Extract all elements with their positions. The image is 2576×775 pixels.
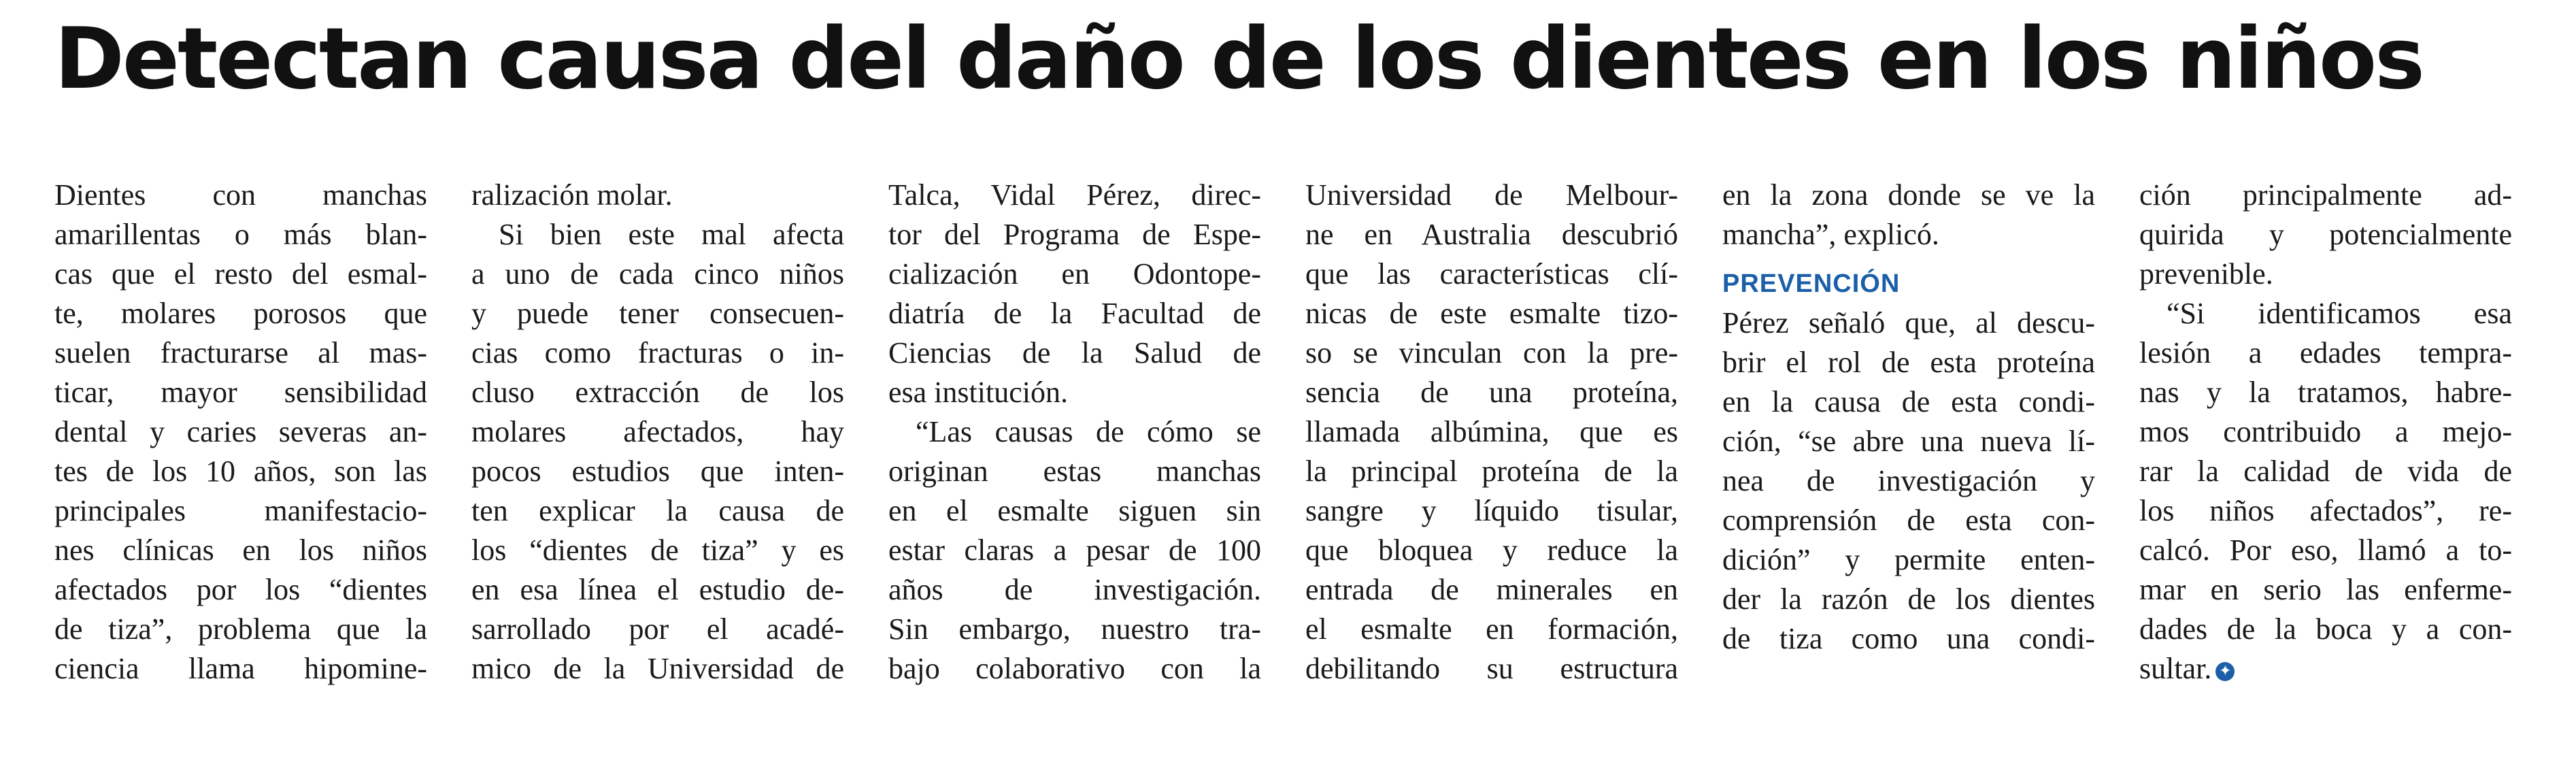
text-line — [471, 373, 844, 412]
text-line — [54, 373, 427, 412]
text-line — [888, 412, 1261, 452]
text-line — [1722, 343, 2095, 382]
text-line-content: en esa línea el estudio de- — [471, 573, 844, 606]
text-line — [471, 333, 844, 373]
text-line — [54, 412, 427, 452]
text-line — [54, 570, 427, 610]
text-line — [471, 491, 844, 531]
text-line-content: en la causa de esta condi- — [1722, 385, 2095, 418]
text-line — [2139, 176, 2512, 215]
text-line-content: PREVENCIÓN — [1722, 269, 1901, 298]
text-line — [888, 531, 1261, 570]
text-line-content: cas que el resto del esmal- — [54, 257, 427, 291]
text-line — [1722, 382, 2095, 422]
text-line — [54, 294, 427, 333]
text-line — [471, 649, 844, 689]
section-subheading — [1722, 264, 2095, 303]
text-line — [1722, 176, 2095, 215]
text-line-content: diatría de la Facultad de — [888, 297, 1261, 330]
text-line — [2139, 452, 2512, 491]
text-line — [471, 452, 844, 491]
text-line — [54, 254, 427, 294]
text-line — [2139, 373, 2512, 412]
article-column-2 — [471, 176, 844, 689]
text-line-content: nicas de este esmalte tizo- — [1305, 297, 1678, 330]
text-line-content: suelen fracturarse al mas- — [54, 336, 427, 369]
text-line-content: ciencia llama hipomine- — [54, 652, 427, 685]
text-line — [888, 373, 1261, 412]
text-line — [54, 333, 427, 373]
text-line-content: sultar. — [2139, 652, 2212, 685]
text-line — [1305, 333, 1678, 373]
text-line-content: la principal proteína de la — [1305, 455, 1678, 488]
text-line-content: Ciencias de la Salud de — [888, 336, 1261, 369]
text-line-content: Universidad de Melbour- — [1305, 178, 1678, 212]
text-line — [1305, 649, 1678, 689]
text-line — [471, 254, 844, 294]
text-line — [1305, 294, 1678, 333]
text-line — [2139, 294, 2512, 333]
text-line-content: ción principalmente ad- — [2139, 178, 2512, 212]
text-line — [471, 176, 844, 215]
text-line — [2139, 254, 2512, 294]
end-of-article-icon: ✦ — [2215, 662, 2235, 681]
text-line — [1305, 254, 1678, 294]
text-line — [1722, 580, 2095, 619]
text-line-content: Pérez señaló que, al descu- — [1722, 306, 2095, 340]
text-line — [1305, 452, 1678, 491]
text-line — [1305, 412, 1678, 452]
text-line-content: amarillentas o más blan- — [54, 218, 427, 251]
text-line-content: mico de la Universidad de — [471, 652, 844, 685]
text-line-content: ten explicar la causa de — [471, 494, 844, 527]
text-line-content: y puede tener consecuen- — [471, 297, 844, 330]
text-line-content: molares afectados, hay — [471, 415, 844, 448]
text-line-content: dental y caries severas an- — [54, 415, 427, 448]
text-line — [2139, 649, 2512, 689]
text-line-content: originan estas manchas — [888, 455, 1261, 488]
article-column-6 — [2139, 176, 2512, 689]
text-line — [54, 452, 427, 491]
text-line-content: afectados por los “dientes — [54, 573, 427, 606]
text-line-content: quirida y potencialmente — [2139, 218, 2512, 251]
text-line — [54, 491, 427, 531]
text-line — [54, 531, 427, 570]
text-line — [471, 570, 844, 610]
text-line — [2139, 491, 2512, 531]
text-line-content: en la zona donde se ve la — [1722, 178, 2095, 212]
text-line — [1305, 610, 1678, 649]
headline: Detectan causa del daño de los dientes en los niños — [54, 10, 2423, 108]
text-line-content: bajo colaborativo con la — [888, 652, 1261, 685]
text-line-content: que las características clí- — [1305, 257, 1678, 291]
text-line-content: a uno de cada cinco niños — [471, 257, 844, 291]
text-line-content: esa institución. — [888, 376, 1068, 409]
text-line — [471, 610, 844, 649]
text-line-content: el esmalte en formación, — [1305, 612, 1678, 646]
text-line-content: der la razón de los dientes — [1722, 582, 2095, 616]
article-column-3 — [888, 176, 1261, 689]
text-line-content: dición” y permite enten- — [1722, 543, 2095, 576]
text-line — [1305, 215, 1678, 254]
text-line-content: ticar, mayor sensibilidad — [54, 376, 427, 409]
text-line — [54, 610, 427, 649]
text-line-content: “Las causas de cómo se — [916, 415, 1261, 448]
article-column-1 — [54, 176, 427, 689]
text-line — [888, 491, 1261, 531]
text-line — [888, 610, 1261, 649]
text-line-content: calcó. Por eso, llamó a to- — [2139, 533, 2512, 567]
text-line-content: Talca, Vidal Pérez, direc- — [888, 178, 1261, 212]
text-line-content: años de investigación. — [888, 573, 1261, 606]
text-line-content: que bloquea y reduce la — [1305, 533, 1678, 567]
text-line-content: sangre y líquido tisular, — [1305, 494, 1678, 527]
text-line — [2139, 531, 2512, 570]
text-line-content: nas y la tratamos, habre- — [2139, 376, 2512, 409]
text-line — [888, 254, 1261, 294]
text-line — [888, 570, 1261, 610]
text-line-content: rar la calidad de vida de — [2139, 455, 2512, 488]
text-line — [1305, 176, 1678, 215]
text-line-content: llamada albúmina, que es — [1305, 415, 1678, 448]
text-line — [1722, 501, 2095, 540]
text-line-content: de tiza como una condi- — [1722, 622, 2095, 655]
text-line-content: entrada de minerales en — [1305, 573, 1678, 606]
text-line — [1722, 461, 2095, 501]
text-line — [471, 531, 844, 570]
text-line-content: Si bien este mal afecta — [499, 218, 844, 251]
text-line-content: pocos estudios que inten- — [471, 455, 844, 488]
text-line — [1722, 540, 2095, 580]
text-line-content: ralización molar. — [471, 178, 673, 212]
text-line-content: sencia de una proteína, — [1305, 376, 1678, 409]
text-line — [888, 215, 1261, 254]
text-line-content: cias como fracturas o in- — [471, 336, 844, 369]
text-line-content: dades de la boca y a con- — [2139, 612, 2512, 646]
text-line-content: lesión a edades tempra- — [2139, 336, 2512, 369]
text-line-content: tor del Programa de Espe- — [888, 218, 1261, 251]
text-line-content: sarrollado por el acadé- — [471, 612, 844, 646]
text-line-content: los niños afectados”, re- — [2139, 494, 2512, 527]
text-line-content: mancha”, explicó. — [1722, 218, 1939, 251]
text-line-content: “Si identificamos esa — [2167, 297, 2512, 330]
text-line-content: Sin embargo, nuestro tra- — [888, 612, 1261, 646]
text-line-content: so se vinculan con la pre- — [1305, 336, 1678, 369]
text-line-content: debilitando su estructura — [1305, 652, 1678, 685]
text-line — [2139, 333, 2512, 373]
article-column-5 — [1722, 176, 2095, 659]
text-line — [1305, 491, 1678, 531]
text-line — [1722, 303, 2095, 343]
text-line — [888, 294, 1261, 333]
text-line-content: mos contribuido a mejo- — [2139, 415, 2512, 448]
text-line-content: estar claras a pesar de 100 — [888, 533, 1261, 567]
text-line — [2139, 570, 2512, 610]
text-line-content: nea de investigación y — [1722, 464, 2095, 497]
text-line-content: ción, “se abre una nueva lí- — [1722, 425, 2095, 458]
text-line-content: comprensión de esta con- — [1722, 504, 2095, 537]
text-line — [471, 412, 844, 452]
text-line — [54, 649, 427, 689]
text-line-content: mar en serio las enferme- — [2139, 573, 2512, 606]
text-line — [471, 215, 844, 254]
text-line — [1722, 619, 2095, 659]
text-line — [471, 294, 844, 333]
article-column-4 — [1305, 176, 1678, 689]
text-line-content: cialización en Odontope- — [888, 257, 1261, 291]
text-line — [1722, 215, 2095, 254]
text-line-content: en el esmalte siguen sin — [888, 494, 1261, 527]
text-line-content: principales manifestacio- — [54, 494, 427, 527]
text-line-content: te, molares porosos que — [54, 297, 427, 330]
text-line — [888, 176, 1261, 215]
text-line-content: prevenible. — [2139, 257, 2273, 291]
text-line — [888, 333, 1261, 373]
text-line — [1722, 422, 2095, 461]
text-line-content: tes de los 10 años, son las — [54, 455, 427, 488]
text-line-content: Dientes con manchas — [54, 178, 427, 212]
text-line — [1305, 373, 1678, 412]
text-line — [2139, 610, 2512, 649]
text-line — [54, 176, 427, 215]
text-line — [888, 452, 1261, 491]
text-line — [1305, 531, 1678, 570]
text-line-content: de tiza”, problema que la — [54, 612, 427, 646]
text-line-content: nes clínicas en los niños — [54, 533, 427, 567]
text-line-content: ne en Australia descubrió — [1305, 218, 1678, 251]
text-line-content: cluso extracción de los — [471, 376, 844, 409]
text-line-content: brir el rol de esta proteína — [1722, 346, 2095, 379]
text-line — [54, 215, 427, 254]
text-line-content: los “dientes de tiza” y es — [471, 533, 844, 567]
text-line — [888, 649, 1261, 689]
text-line — [2139, 215, 2512, 254]
text-line — [2139, 412, 2512, 452]
text-line — [1305, 570, 1678, 610]
